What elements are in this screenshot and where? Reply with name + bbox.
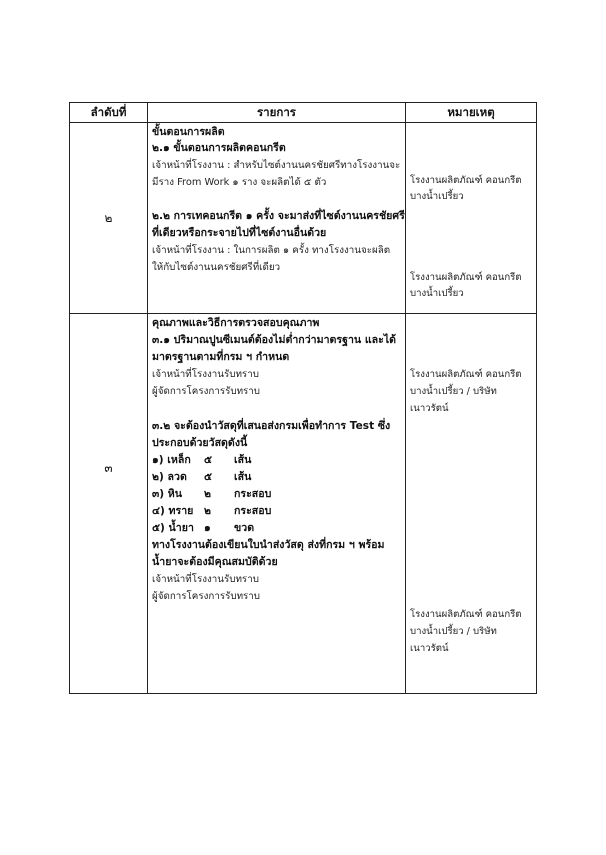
row2-item-cell bbox=[148, 123, 406, 314]
row3-text: ผู้จัดการโครงการรับทราบ bbox=[152, 386, 261, 397]
row3-subheading-2: ๓.๒ จะต้องนำวัสดุที่เสนอส่งกรมเพื่อทำการ Test ซึ่ง bbox=[152, 420, 391, 432]
row2-text: เจ้าหน้าที่โรงงาน : ในการผลิต ๑ ครั้ง ทางโรงงานจะผลิต bbox=[152, 245, 391, 256]
material-row: ๒) ลวด ๕ เส้น bbox=[152, 471, 252, 483]
row2-subheading-1: ๒.๑ ขั้นตอนการผลิตคอนกรีต bbox=[152, 142, 286, 154]
row2-remark-2-line: โรงงานผลิตภัณฑ์ คอนกรีต bbox=[410, 272, 522, 283]
row2-number: ๒ bbox=[104, 211, 113, 225]
header-item: รายการ bbox=[148, 103, 406, 123]
material-row: ๑) เหล็ก ๕ เส้น bbox=[152, 454, 252, 466]
row2-text: เจ้าหน้าที่โรงงาน : สำหรับไซต์งานนครชัยศรีทางโรงงานจะ bbox=[152, 160, 401, 171]
row3-remark-cell bbox=[406, 314, 537, 694]
header-row bbox=[70, 103, 537, 123]
row3-remark-1-line: เนาวรัตน์ bbox=[410, 403, 449, 414]
row3-number: ๓ bbox=[104, 461, 113, 475]
header-remark: หมายเหตุ bbox=[406, 103, 537, 123]
row3-subheading-1: ๓.๑ ปริมาณปูนซีเมนต์ต้องไม่ต่ำกว่ามาตรฐาน และได้ bbox=[152, 334, 397, 346]
row2-remark-1-line: บางน้ำเปรี้ยว bbox=[410, 191, 464, 202]
row3-remark-1-line: โรงงานผลิตภัณฑ์ คอนกรีต bbox=[410, 369, 522, 380]
material-row: ๓) หิน ๒ กระสอบ bbox=[152, 488, 272, 500]
row3-remark-2-line: เนาวรัตน์ bbox=[410, 643, 449, 654]
row2-heading: ขั้นตอนการผลิต bbox=[152, 126, 225, 138]
row3-remark-2-line: โรงงานผลิตภัณฑ์ คอนกรีต bbox=[410, 609, 522, 620]
row3-text: เจ้าหน้าที่โรงงานรับทราบ bbox=[152, 369, 259, 380]
row3-text: ผู้จัดการโครงการรับทราบ bbox=[152, 591, 261, 602]
row2-number-cell bbox=[70, 123, 148, 314]
row2-subheading-2: ๒.๒ การเทคอนกรีต ๑ ครั้ง จะมาส่งที่ไซต์งานนครชัยศรี bbox=[152, 210, 405, 222]
row3-note: ทางโรงงานต้องเขียนใบนำส่งวัสดุ ส่งที่กรม ฯ พร้อม bbox=[152, 539, 385, 551]
row2-text: มีราง From Work ๑ ราง จะผลิตได้ ๕ ตัว bbox=[152, 177, 327, 188]
row3-heading: คุณภาพและวิธีการตรวจสอบคุณภาพ bbox=[152, 317, 320, 329]
table-row-3 bbox=[70, 314, 537, 694]
row2-remark-1-line: โรงงานผลิตภัณฑ์ คอนกรีต bbox=[410, 175, 522, 186]
row2-remark-cell bbox=[406, 123, 537, 314]
row3-item-cell bbox=[148, 314, 406, 694]
row3-text: เจ้าหน้าที่โรงงานรับทราบ bbox=[152, 574, 259, 585]
row2-remark-2-line: บางน้ำเปรี้ยว bbox=[410, 288, 464, 299]
row3-remark-2-line: บางน้ำเปรี้ยว / บริษัท bbox=[410, 626, 497, 637]
row3-subheading-1-cont: มาตรฐานตามที่กรม ฯ กำหนด bbox=[152, 351, 290, 363]
material-row: ๕) น้ำยา ๑ ขวด bbox=[152, 522, 255, 534]
material-row: ๔) ทราย ๒ กระสอบ bbox=[152, 505, 272, 517]
row2-subheading-2-cont: ที่เดียวหรือกระจายไปที่ไซต์งานอื่นด้วย bbox=[152, 227, 327, 239]
row3-number-cell bbox=[70, 314, 148, 694]
row2-text: ให้กับไซต์งานนครชัยศรีที่เดียว bbox=[152, 262, 281, 273]
row3-note-cont: น้ำยาจะต้องมีคุณสมบัติด้วย bbox=[152, 556, 278, 568]
table-row-2 bbox=[70, 123, 537, 314]
header-no: ลำดับที่ bbox=[70, 103, 148, 123]
document-table bbox=[69, 102, 537, 694]
row3-subheading-2-cont: ประกอบด้วยวัสดุดังนี้ bbox=[152, 437, 248, 449]
row3-remark-1-line: บางน้ำเปรี้ยว / บริษัท bbox=[410, 386, 497, 397]
